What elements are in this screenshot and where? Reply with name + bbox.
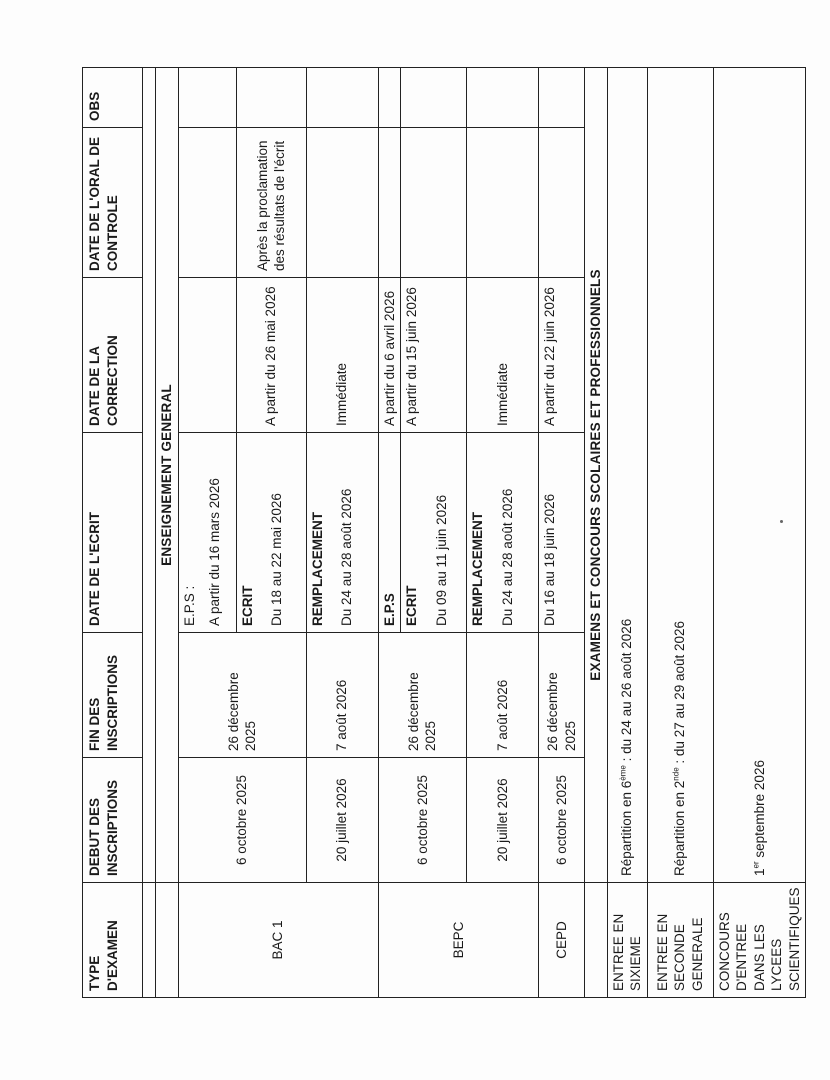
- header-fin: FIN DES INSCRIPTIONS: [83, 633, 143, 758]
- bepc-remp-correction: Immédiate: [467, 278, 539, 433]
- section-row-general: [156, 68, 179, 998]
- bepc-eps-correction: A partir du 6 avril 2026: [378, 278, 401, 433]
- bepc-fin2: 7 août 2026: [467, 633, 539, 758]
- bepc-label: BEPC: [378, 883, 539, 998]
- cepd-ecrit: Du 16 au 18 juin 2026: [539, 433, 585, 633]
- bepc-eps-label: E.P.S: [378, 433, 401, 633]
- bac1-eps-cell: [178, 433, 236, 633]
- rotated-page: [82, 68, 802, 998]
- seconde-row: [647, 68, 713, 998]
- bac1-remp-cell: [306, 433, 378, 633]
- bepc-fin: 26 décembre 2025: [378, 633, 467, 758]
- bac1-ecrit-date: Du 18 au 22 mai 2026: [269, 493, 285, 626]
- bac1-eps-date: A partir du 16 mars 2026: [207, 478, 223, 626]
- header-debut: DEBUT DES INSCRIPTIONS: [83, 758, 143, 883]
- sixieme-info: Répartition en 6ème : du 24 au 26 août 2026: [607, 68, 647, 883]
- bepc-ecrit-cell: [401, 433, 467, 633]
- cepd-label: CEPD: [539, 883, 585, 998]
- header-row: [83, 68, 143, 998]
- cepd-correction: A partir du 22 juin 2026: [539, 278, 585, 433]
- bac1-fin2: 7 août 2026: [306, 633, 378, 758]
- bac1-eps-label: E.P.S :: [181, 585, 197, 626]
- bepc-debut2: 20 juillet 2026: [467, 758, 539, 883]
- header-oral: DATE DE L'ORAL DE CONTROLE: [83, 128, 143, 278]
- bepc-ecrit-label: ECRIT: [404, 585, 420, 626]
- header-obs: OBS: [83, 68, 143, 128]
- concours-label: CONCOURS D'ENTREE DANS LES LYCEES SCIENTIFIQUES: [713, 883, 806, 998]
- header-type: TYPE D'EXAMEN: [83, 883, 143, 998]
- section-title-general: ENSEIGNEMENT GENERAL: [156, 68, 179, 883]
- exam-calendar-table: [82, 67, 806, 998]
- bepc-ecrit-date: Du 09 au 11 juin 2026: [433, 494, 449, 626]
- concours-row: [713, 68, 806, 998]
- bac1-remp-correction: Immédiate: [306, 278, 378, 433]
- bac1-debut: 6 octobre 2025: [178, 758, 306, 883]
- bac1-eps-row: [178, 68, 236, 998]
- bac1-oral: Après la proclamation des résultats de l'écrit: [236, 128, 306, 278]
- bepc-remp-label: REMPLACEMENT: [470, 512, 486, 626]
- section-title-concours: EXAMENS ET CONCOURS SCOLAIRES ET PROFESSIONNELS: [585, 68, 608, 883]
- bac1-ecrit-label: ECRIT: [239, 585, 255, 626]
- cepd-row: [539, 68, 585, 998]
- bac1-fin: 26 décembre 2025: [178, 633, 306, 758]
- bac1-label: BAC 1: [178, 883, 378, 998]
- bepc-remplacement-row: [467, 68, 539, 998]
- bepc-ecrit-correction: A partir du 15 juin 2026: [401, 278, 467, 433]
- section-row-concours: [585, 68, 608, 998]
- sixieme-row: [607, 68, 647, 998]
- cepd-fin: 26 décembre 2025: [539, 633, 585, 758]
- sixieme-label: ENTREE EN SIXIEME: [607, 883, 647, 998]
- spacer-row: [143, 68, 156, 998]
- bac1-ecrit-correction: A partir du 26 mai 2026: [236, 278, 306, 433]
- seconde-label: ENTREE EN SECONDE GENERALE: [647, 883, 713, 998]
- header-correction: DATE DE LA CORRECTION: [83, 278, 143, 433]
- bac1-remp-label: REMPLACEMENT: [309, 512, 325, 626]
- bac1-debut2: 20 juillet 2026: [306, 758, 378, 883]
- bac1-ecrit-cell: [236, 433, 306, 633]
- bepc-debut: 6 octobre 2025: [378, 758, 467, 883]
- seconde-info: Répartition en 2nde : du 27 au 29 août 2026: [647, 68, 713, 883]
- concours-info: 1er septembre 2026: [713, 68, 806, 883]
- bepc-eps-row: [378, 68, 401, 998]
- header-ecrit: DATE DE L'ECRIT: [83, 433, 143, 633]
- bac1-remplacement-row: [306, 68, 378, 998]
- bac1-remp-date: Du 24 au 28 août 2026: [339, 488, 355, 626]
- bepc-remp-cell: [467, 433, 539, 633]
- bepc-remp-date: Du 24 au 28 août 2026: [499, 488, 515, 626]
- cepd-debut: 6 octobre 2025: [539, 758, 585, 883]
- speck-mark: [780, 520, 783, 523]
